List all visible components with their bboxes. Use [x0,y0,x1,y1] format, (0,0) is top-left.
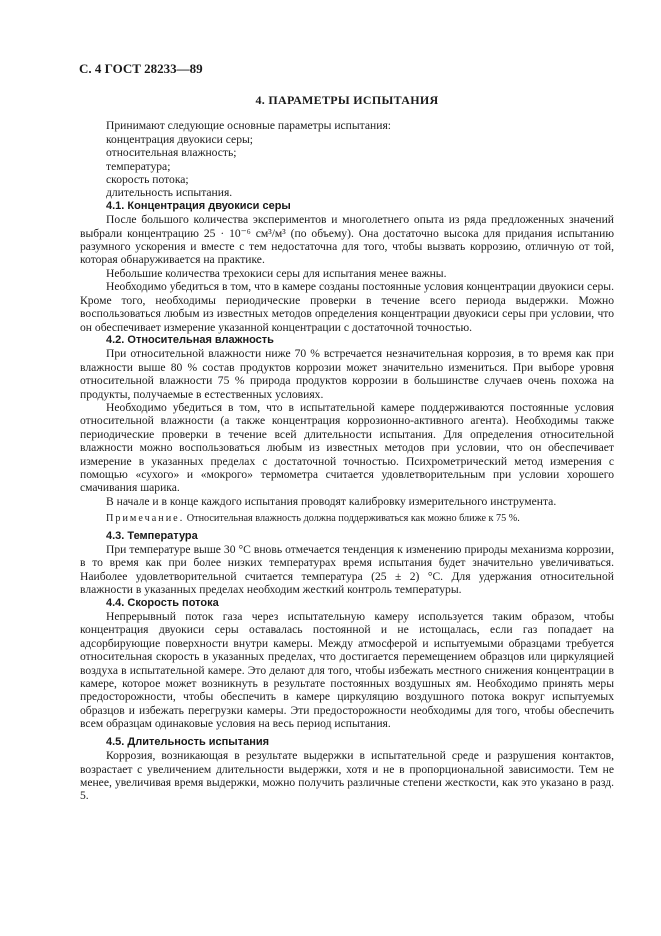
section-title: 4. ПАРАМЕТРЫ ИСПЫТАНИЯ [255,93,439,107]
intro-line: температура; [106,159,171,173]
paragraph: При температуре выше 30 °С вновь отмечается тенденция к изменению природы механизма коррозии, в то время как при более низких температурах время испытания будет значительно увеличиваться. Наиболее удовлетворительной считается температура (25 ± 2) °С. Для удержания относительной влажности в указанных пределах необходим жесткий контроль температуры. [80,543,614,597]
paragraph: В начале и в конце каждого испытания проводят калибровку измерительного инструмента. [106,494,557,508]
subsection-title-4-2: 4.2. Относительная влажность [106,333,274,346]
note [80,512,614,525]
paragraph: Небольшие количества трехокиси серы для испытания менее важны. [106,266,447,280]
paragraph: При относительной влажности ниже 70 % встречается незначительная коррозия, в то время как при влажности выше 80 % состав продуктов коррозии может значительно измениться. При выборе уровня относительной влажности 75 % природа продуктов коррозии в большинстве случаев очень похожа на продукты, получаемые в естественных условиях. [80,347,614,401]
page-header: С. 4 ГОСТ 28233—89 [79,61,203,76]
intro-line: концентрация двуокиси серы; [106,132,253,146]
intro-line: длительность испытания. [106,186,233,200]
note-label: Примечание. [106,513,185,525]
intro-line: Принимают следующие основные параметры испытания: [106,119,391,133]
subsection-title-4-1: 4.1. Концентрация двуокиси серы [106,199,291,212]
note-text: Относительная влажность должна поддерживаться как можно ближе к 75 %. [186,513,520,525]
paragraph: Необходимо убедиться в том, что в испытательной камере поддерживаются постоянные условия относительной влажности (а также концентрация коррозионно-активного агента). Необходимы также периодические проверки в течение всей длительности испытания. Для определения относительной влажности можно воспользоваться любым из известных методов при условии, что он обеспечивает измерение в указанных пределах с достаточной точностью. Психрометрический метод измерения с помощью «сухого» и «мокрого» термометра считается удовлетворительным при условии хорошего смачивания шарика. [80,400,614,495]
paragraph: Коррозия, возникающая в результате выдержки в испытательной среде и разрушения контактов, возрастает с увеличением длительности выдержки, хотя и не в пропорциональной зависимости. Тем не менее, увеличивая время выдержки, можно получить различные степени жесткости, как это указано в разд. 5. [80,749,614,803]
paragraph: Непрерывный поток газа через испытательную камеру используется таким образом, чтобы концентрация двуокиси серы оставалась постоянной и не истощалась, если газ попадает на адсорбирующие поверхности внутри камеры. Между атмосферой и испытуемыми образцами требуется относительная скорость в указанных пределах, что достигается перемещением образцов или циркуляцией воздуха в испытательной камере. Это делают для того, чтобы избежать местного снижения концентрации в камере, которое может возникнуть в результате постоянных воздушных ям. Необходимо принять меры предосторожности, чтобы обеспечить в камере циркуляцию воздушного потока вокруг испытуемых образцов и избежать перегрузки камеры. Эти предосторожности необходимы для того, чтобы обеспечить всем образцам одинаковые условия на весь период испытания. [80,610,614,731]
intro-list [80,119,614,199]
subsection-title-4-5: 4.5. Длительность испытания [106,735,270,748]
subsection-title-4-4: 4.4. Скорость потока [106,596,219,609]
intro-line: относительная влажность; [106,146,237,160]
page-content [80,94,614,803]
paragraph: После большого количества экспериментов и многолетнего опыта из ряда предложенных значений выбрали концентрацию 25 · 10⁻⁶ см³/м³ (по объему). Она достаточно высока для придания испытанию разумного ускорения и вместе с тем недостаточна для того, чтобы вызвать коррозию, отличную от той, которая обнаруживается на практике. [80,213,614,267]
subsection-title-4-3: 4.3. Температура [106,529,198,542]
paragraph: Необходимо убедиться в том, что в камере созданы постоянные условия концентрации двуокиси серы. Кроме того, необходимы периодические проверки в течение всего периода выдержки. Можно воспользоваться любым из известных методов определения концентрации двуокиси серы при условии, что он обеспечивает измерение указанной концентрации с достаточной точностью. [80,280,614,334]
intro-line: скорость потока; [106,173,189,187]
